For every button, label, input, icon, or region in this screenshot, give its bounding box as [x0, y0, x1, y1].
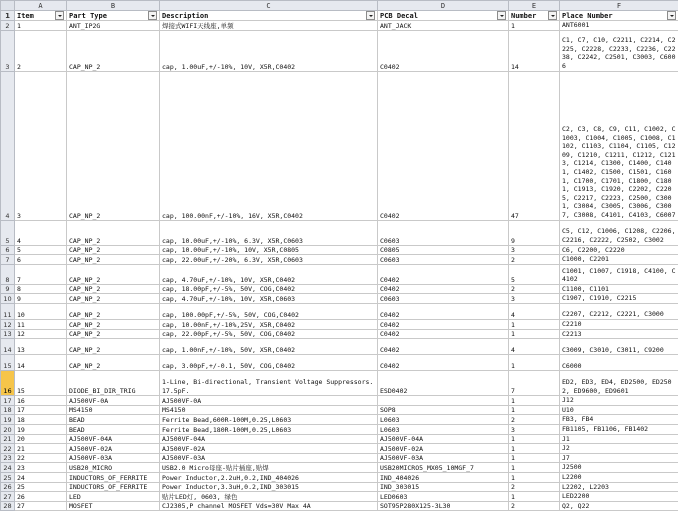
part-type-cell[interactable]: CAP_NP_2	[67, 71, 160, 220]
place-number-cell[interactable]: C1001, C1007, C1918, C4100, C4102	[560, 264, 678, 284]
pcb-decal-cell[interactable]: C0402	[378, 71, 509, 220]
place-number-cell[interactable]: C6, C2200, C2220	[560, 245, 678, 255]
table-row	[1, 434, 678, 444]
row-number[interactable]: 17	[1, 396, 15, 406]
number-cell[interactable]: 1	[509, 21, 560, 31]
number-cell[interactable]: 1	[509, 434, 560, 444]
description-cell[interactable]: cap, 18.00pF,+/-5%, 50V, COG,C0402	[160, 284, 378, 294]
row-number[interactable]: 19	[1, 415, 15, 425]
item-cell[interactable]: 10	[15, 303, 67, 319]
row-number[interactable]: 7	[1, 255, 15, 265]
pcb-decal-cell[interactable]: C0603	[378, 255, 509, 265]
pcb-decal-cell[interactable]: L0603	[378, 415, 509, 425]
filter-dropdown-icon[interactable]	[548, 11, 557, 20]
table-row	[1, 371, 678, 396]
table-row	[1, 255, 678, 265]
item-cell[interactable]: 11	[15, 319, 67, 329]
part-type-cell[interactable]: INDUCTORS_OF_FERRITE	[67, 472, 160, 482]
number-cell[interactable]: 1	[509, 492, 560, 502]
number-cell[interactable]: 1	[509, 319, 560, 329]
place-number-cell[interactable]: C1907, C1910, C2215	[560, 294, 678, 304]
pcb-decal-cell[interactable]: SOP8	[378, 405, 509, 415]
place-number-cell[interactable]: L2200	[560, 472, 678, 482]
select-all-corner[interactable]	[1, 1, 15, 11]
description-cell[interactable]: MS4150	[160, 405, 378, 415]
number-cell[interactable]: 2	[509, 284, 560, 294]
pcb-decal-cell[interactable]: C0402	[378, 319, 509, 329]
item-cell[interactable]: 27	[15, 501, 67, 511]
pcb-decal-cell[interactable]: C0402	[378, 355, 509, 371]
item-cell[interactable]: 3	[15, 71, 67, 220]
item-cell[interactable]: 2	[15, 30, 67, 71]
table-row	[1, 264, 678, 284]
part-type-cell[interactable]: CAP_NP_2	[67, 255, 160, 265]
description-cell[interactable]: cap, 10.00uF,+/-10%, 10V, X5R,C0805	[160, 245, 378, 255]
pcb-decal-cell[interactable]: AJ500VF-04A	[378, 434, 509, 444]
description-cell[interactable]: AJ500VF-02A	[160, 444, 378, 454]
row-number[interactable]: 28	[1, 501, 15, 511]
pcb-decal-cell[interactable]: USB20MICRO5_MX05_10MGF_7	[378, 463, 509, 473]
place-number-cell[interactable]: J2500	[560, 463, 678, 473]
pcb-decal-cell[interactable]: C0603	[378, 294, 509, 304]
row-number[interactable]: 12	[1, 319, 15, 329]
description-cell[interactable]: CJ2305,P channel MOSFET Vds=30V Max 4A	[160, 501, 378, 511]
header-cell-item[interactable]	[15, 11, 67, 21]
part-type-cell[interactable]: CAP_NP_2	[67, 220, 160, 245]
description-cell[interactable]: Power Inductor,2.2uH,0.2,IND_404026	[160, 472, 378, 482]
item-cell[interactable]: 14	[15, 355, 67, 371]
item-cell[interactable]: 5	[15, 245, 67, 255]
header-label: Place Number	[562, 11, 613, 20]
pcb-decal-cell[interactable]: C0603	[378, 220, 509, 245]
row-number[interactable]: 14	[1, 339, 15, 355]
table-row	[1, 319, 678, 329]
number-cell[interactable]: 1	[509, 472, 560, 482]
row-number[interactable]: 22	[1, 444, 15, 454]
place-number-cell[interactable]: U10	[560, 405, 678, 415]
filter-dropdown-icon[interactable]	[55, 11, 64, 20]
part-type-cell[interactable]: CAP_NP_2	[67, 294, 160, 304]
item-cell[interactable]: 12	[15, 329, 67, 339]
part-type-cell[interactable]: CAP_NP_2	[67, 329, 160, 339]
header-cell-pcb-decal[interactable]	[378, 11, 509, 21]
table-row	[1, 472, 678, 482]
row-number[interactable]: 10	[1, 294, 15, 304]
table-row	[1, 453, 678, 463]
part-type-cell[interactable]: USB20_MICRO	[67, 463, 160, 473]
number-cell[interactable]: 3	[509, 424, 560, 434]
row-number[interactable]: 27	[1, 492, 15, 502]
number-cell[interactable]: 14	[509, 30, 560, 71]
pcb-decal-cell[interactable]: L0603	[378, 424, 509, 434]
pcb-decal-cell[interactable]: C0402	[378, 30, 509, 71]
header-cell-place-number[interactable]	[560, 11, 678, 21]
table-row	[1, 482, 678, 492]
description-cell[interactable]: AJ500VF-03A	[160, 453, 378, 463]
number-cell[interactable]: 1	[509, 396, 560, 406]
number-cell[interactable]: 3	[509, 294, 560, 304]
number-cell[interactable]: 2	[509, 255, 560, 265]
pcb-decal-cell[interactable]: C0402	[378, 303, 509, 319]
description-cell[interactable]: 1-Line, Bi-directional, Transient Voltage Suppressors.17.5pF.	[160, 371, 378, 396]
description-cell[interactable]: AJ500VF-04A	[160, 434, 378, 444]
row-number[interactable]: 11	[1, 303, 15, 319]
header-cell-number[interactable]	[509, 11, 560, 21]
table-row	[1, 355, 678, 371]
column-header-d[interactable]: D	[378, 1, 509, 11]
part-type-cell[interactable]: BEAD	[67, 424, 160, 434]
description-cell[interactable]: 贴片LED灯, 0603, 绿色	[160, 492, 378, 502]
item-cell[interactable]: 25	[15, 482, 67, 492]
table-row	[1, 21, 678, 31]
pcb-decal-cell[interactable]: ESD0402	[378, 371, 509, 396]
number-cell[interactable]: 47	[509, 71, 560, 220]
part-type-cell[interactable]: CAP_NP_2	[67, 245, 160, 255]
part-type-cell[interactable]: AJ500VF-0A	[67, 396, 160, 406]
number-cell[interactable]: 1	[509, 329, 560, 339]
row-number[interactable]: 2	[1, 21, 15, 31]
part-type-cell[interactable]: CAP_NP_2	[67, 284, 160, 294]
pcb-decal-cell[interactable]: IND_404026	[378, 472, 509, 482]
part-type-cell[interactable]: CAP_NP_2	[67, 264, 160, 284]
place-number-cell[interactable]: J12	[560, 396, 678, 406]
part-type-cell[interactable]: DIODE_BI_DIR_TRIG	[67, 371, 160, 396]
table-row	[1, 303, 678, 319]
table-row	[1, 396, 678, 406]
place-number-cell[interactable]: J2	[560, 444, 678, 454]
header-label: Description	[162, 11, 209, 20]
place-number-cell[interactable]: FB1105, FB1106, FB1402	[560, 424, 678, 434]
place-number-cell[interactable]: C5, C12, C1006, C1208, C2206, C2216, C2222, C2502, C3002	[560, 220, 678, 245]
number-cell[interactable]: 1	[509, 453, 560, 463]
row-number[interactable]: 1	[1, 11, 15, 21]
description-cell[interactable]: cap, 4.70uF,+/-10%, 10V, X5R,C0402	[160, 264, 378, 284]
item-cell[interactable]: 9	[15, 294, 67, 304]
row-number[interactable]: 26	[1, 482, 15, 492]
number-cell[interactable]: 4	[509, 303, 560, 319]
item-cell[interactable]: 17	[15, 405, 67, 415]
description-cell[interactable]: cap, 22.00uF,+/-20%, 6.3V, X5R,C0603	[160, 255, 378, 265]
pcb-decal-cell[interactable]: ANT_JACK	[378, 21, 509, 31]
row-number[interactable]: 5	[1, 220, 15, 245]
place-number-cell[interactable]: J1	[560, 434, 678, 444]
pcb-decal-cell[interactable]: AJ500VF-02A	[378, 444, 509, 454]
part-type-cell[interactable]: CAP_NP_2	[67, 30, 160, 71]
item-cell[interactable]: 19	[15, 424, 67, 434]
row-number[interactable]: 23	[1, 453, 15, 463]
description-cell[interactable]: USB2.0 Micro母座-贴片插座,贴焊	[160, 463, 378, 473]
part-type-cell[interactable]: BEAD	[67, 415, 160, 425]
item-cell[interactable]: 23	[15, 463, 67, 473]
table-row	[1, 501, 678, 511]
item-cell[interactable]: 21	[15, 444, 67, 454]
pcb-decal-cell[interactable]: C0402	[378, 339, 509, 355]
item-cell[interactable]: 1	[15, 21, 67, 31]
row-number[interactable]: 16	[1, 371, 15, 396]
item-cell[interactable]: 13	[15, 339, 67, 355]
item-cell[interactable]: 8	[15, 284, 67, 294]
description-cell[interactable]: cap, 22.00pF,+/-5%, 50V, COG,C0402	[160, 329, 378, 339]
part-type-cell[interactable]: MS4150	[67, 405, 160, 415]
part-type-cell[interactable]: CAP_NP_2	[67, 339, 160, 355]
pcb-decal-cell[interactable]: C0402	[378, 329, 509, 339]
filter-dropdown-icon[interactable]	[497, 11, 506, 20]
place-number-cell[interactable]: FB3, FB4	[560, 415, 678, 425]
pcb-decal-cell[interactable]: AJ500VF-03A	[378, 453, 509, 463]
description-cell[interactable]: cap, 100.00nF,+/-10%, 16V, X5R,C0402	[160, 71, 378, 220]
item-cell[interactable]: 16	[15, 396, 67, 406]
number-cell[interactable]: 1	[509, 463, 560, 473]
row-number[interactable]: 20	[1, 424, 15, 434]
number-cell[interactable]: 1	[509, 444, 560, 454]
place-number-cell[interactable]: Q2, Q22	[560, 501, 678, 511]
table-row	[1, 220, 678, 245]
table-row	[1, 339, 678, 355]
part-type-cell[interactable]: INDUCTORS_OF_FERRITE	[67, 482, 160, 492]
item-cell[interactable]: 22	[15, 453, 67, 463]
description-cell[interactable]: cap, 100.00pF,+/-5%, 50V, COG,C0402	[160, 303, 378, 319]
place-number-cell[interactable]: C1, C7, C10, C2211, C2214, C2225, C2228, C2233, C2236, C2238, C2242, C2501, C3003, C6006	[560, 30, 678, 71]
row-number[interactable]: 8	[1, 264, 15, 284]
item-cell[interactable]: 6	[15, 255, 67, 265]
place-number-cell[interactable]: C6000	[560, 355, 678, 371]
part-type-cell[interactable]: AJ500VF-04A	[67, 434, 160, 444]
number-cell[interactable]: 2	[509, 501, 560, 511]
header-cell-part-type[interactable]	[67, 11, 160, 21]
description-cell[interactable]: cap, 1.00uF,+/-10%, 10V, X5R,C0402	[160, 30, 378, 71]
place-number-cell[interactable]: ANT6001	[560, 21, 678, 31]
table-row	[1, 284, 678, 294]
description-cell[interactable]: cap, 4.70uF,+/-10%, 10V, X5R,C0603	[160, 294, 378, 304]
description-cell[interactable]: Ferrite Bead,180R-100M,0.25,L0603	[160, 424, 378, 434]
description-cell[interactable]: cap, 10.00nF,+/-10%,25V, X5R,C0402	[160, 319, 378, 329]
item-cell[interactable]: 15	[15, 371, 67, 396]
row-number[interactable]: 21	[1, 434, 15, 444]
item-cell[interactable]: 18	[15, 415, 67, 425]
pcb-decal-cell[interactable]: C0402	[378, 264, 509, 284]
part-type-cell[interactable]: CAP_NP_2	[67, 303, 160, 319]
item-cell[interactable]: 7	[15, 264, 67, 284]
pcb-decal-cell[interactable]: SOT95P280X125-3L30	[378, 501, 509, 511]
number-cell[interactable]: 4	[509, 339, 560, 355]
row-number[interactable]: 15	[1, 355, 15, 371]
column-header-a[interactable]: A	[15, 1, 67, 11]
description-cell[interactable]: Ferrite Bead,600R-100M,0.25,L0603	[160, 415, 378, 425]
table-row	[1, 492, 678, 502]
number-cell[interactable]: 2	[509, 415, 560, 425]
place-number-cell[interactable]: J7	[560, 453, 678, 463]
number-cell[interactable]: 3	[509, 245, 560, 255]
place-number-cell[interactable]: C2, C3, C8, C9, C11, C1002, C1003, C1004, C1005, C1008, C1102, C1103, C1104, C1105, C1209, C1210, C1211, C1212, C1213, C1214, C1300, C1400, C1401, C1402, C1500, C1501, C1601, C1700, C1701, C1800, C1801, C1913, C1920, C2202, C2205, C2217, C2223, C2500, C3001, C3004, C3005, C3006, C3007, C3008, C4101, C4103, C6007	[560, 71, 678, 220]
part-type-cell[interactable]: CAP_NP_2	[67, 319, 160, 329]
part-type-cell[interactable]: LED	[67, 492, 160, 502]
pcb-decal-cell[interactable]: LED0603	[378, 492, 509, 502]
item-cell[interactable]: 20	[15, 434, 67, 444]
number-cell[interactable]: 1	[509, 405, 560, 415]
description-cell[interactable]: AJ500VF-0A	[160, 396, 378, 406]
number-cell[interactable]: 7	[509, 371, 560, 396]
part-type-cell[interactable]: AJ500VF-02A	[67, 444, 160, 454]
part-type-cell[interactable]: MOSFET	[67, 501, 160, 511]
place-number-cell[interactable]: C1100, C1101	[560, 284, 678, 294]
table-row	[1, 415, 678, 425]
header-cell-description[interactable]	[160, 11, 378, 21]
place-number-cell[interactable]: C1000, C2201	[560, 255, 678, 265]
item-cell[interactable]: 26	[15, 492, 67, 502]
description-cell[interactable]: cap, 10.00uF,+/-10%, 6.3V, X5R,C0603	[160, 220, 378, 245]
column-header-f[interactable]: F	[560, 1, 678, 11]
item-cell[interactable]: 4	[15, 220, 67, 245]
part-type-cell[interactable]: CAP_NP_2	[67, 355, 160, 371]
place-number-cell[interactable]: C3009, C3010, C3011, C9200	[560, 339, 678, 355]
table-row	[1, 30, 678, 71]
table-row	[1, 444, 678, 454]
table-row	[1, 294, 678, 304]
part-type-cell[interactable]: ANT_IP2G	[67, 21, 160, 31]
table-row	[1, 424, 678, 434]
column-header-e[interactable]: E	[509, 1, 560, 11]
description-cell[interactable]: Power Inductor,3.3uH,0.2,IND_303015	[160, 482, 378, 492]
row-number[interactable]: 13	[1, 329, 15, 339]
row-number[interactable]: 4	[1, 71, 15, 220]
number-cell[interactable]: 2	[509, 482, 560, 492]
pcb-decal-cell[interactable]: C0402	[378, 284, 509, 294]
part-type-cell[interactable]: AJ500VF-03A	[67, 453, 160, 463]
row-number[interactable]: 3	[1, 30, 15, 71]
column-header-c[interactable]: C	[160, 1, 378, 11]
row-number[interactable]: 24	[1, 463, 15, 473]
place-number-cell[interactable]: ED2, ED3, ED4, ED2500, ED2502, ED9600, ED9601	[560, 371, 678, 396]
place-number-cell[interactable]: L2202, L2203	[560, 482, 678, 492]
place-number-cell[interactable]: C2213	[560, 329, 678, 339]
row-number[interactable]: 18	[1, 405, 15, 415]
row-number[interactable]: 25	[1, 472, 15, 482]
table-row	[1, 463, 678, 473]
header-label: PCB Decal	[380, 11, 418, 20]
pcb-decal-cell[interactable]: C0805	[378, 245, 509, 255]
table-row	[1, 71, 678, 220]
number-cell[interactable]: 9	[509, 220, 560, 245]
row-number[interactable]: 6	[1, 245, 15, 255]
number-cell[interactable]: 5	[509, 264, 560, 284]
place-number-cell[interactable]: C2207, C2212, C2221, C3000	[560, 303, 678, 319]
filter-dropdown-icon[interactable]	[667, 11, 676, 20]
header-label: Number	[511, 11, 537, 20]
header-label: Item	[17, 11, 34, 20]
place-number-cell[interactable]: LED2200	[560, 492, 678, 502]
table-row	[1, 405, 678, 415]
description-cell[interactable]: cap, 1.00nF,+/-10%, 50V, X5R,C0402	[160, 339, 378, 355]
description-cell[interactable]: 焊接式WIFI天线座,单频	[160, 21, 378, 31]
filter-dropdown-icon[interactable]	[366, 11, 375, 20]
row-number[interactable]: 9	[1, 284, 15, 294]
table-row	[1, 329, 678, 339]
description-cell[interactable]: cap, 3.00pF,+/-0.1, 50V, COG,C0402	[160, 355, 378, 371]
pcb-decal-cell[interactable]: IND_303015	[378, 482, 509, 492]
filter-dropdown-icon[interactable]	[148, 11, 157, 20]
table-row	[1, 245, 678, 255]
number-cell[interactable]: 1	[509, 355, 560, 371]
item-cell[interactable]: 24	[15, 472, 67, 482]
column-header-b[interactable]: B	[67, 1, 160, 11]
pcb-decal-cell[interactable]	[378, 396, 509, 406]
place-number-cell[interactable]: C2210	[560, 319, 678, 329]
header-label: Part Type	[69, 11, 107, 20]
